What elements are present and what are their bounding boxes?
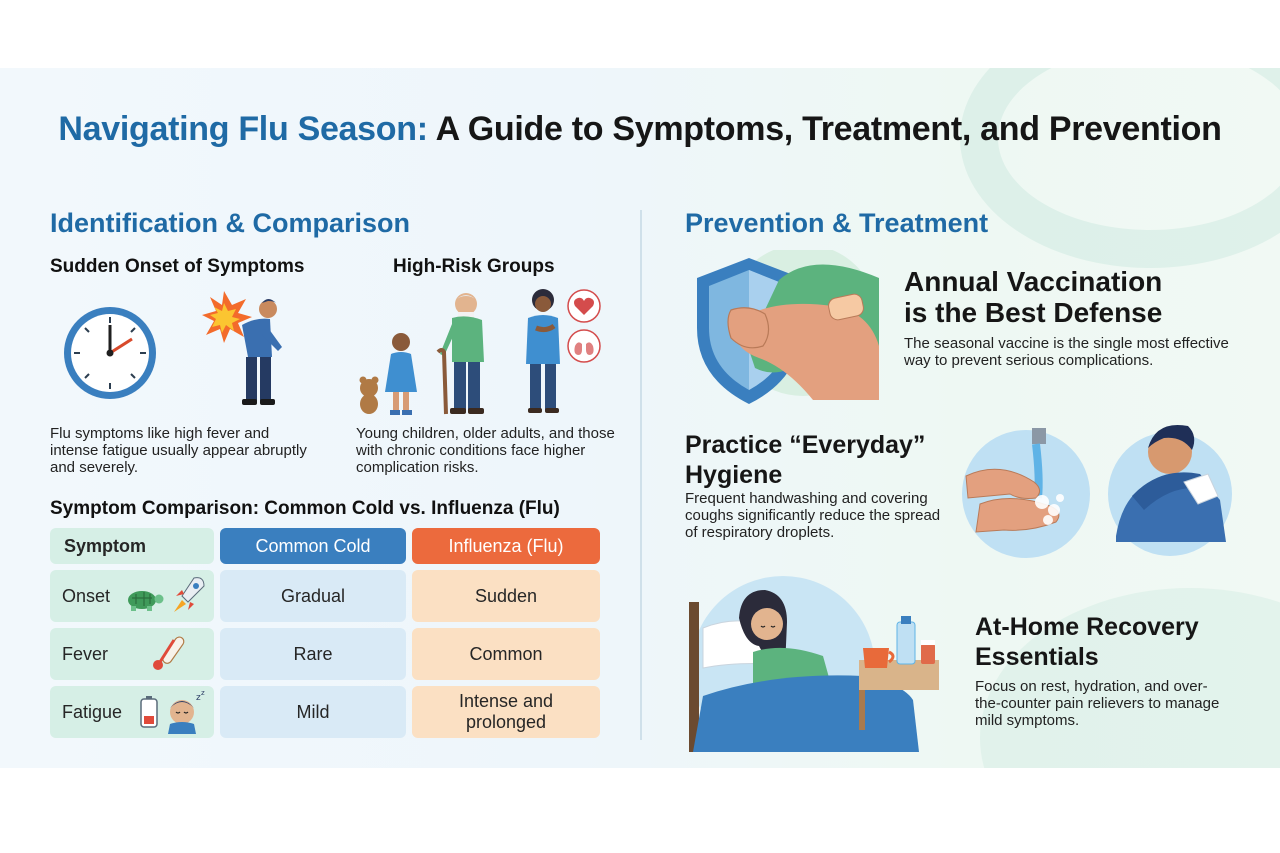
- table-row-symptom-fatigue: [50, 686, 214, 738]
- vaccination-heading-line-1: Annual Vaccination: [904, 266, 1163, 297]
- header-influenza: Influenza (Flu): [412, 528, 600, 564]
- cold-fever-cell: Rare: [220, 628, 406, 680]
- cold-fatigue-cell: Mild: [220, 686, 406, 738]
- sick-woman-in-bed-icon: [683, 572, 948, 752]
- symptom-label: Onset: [62, 585, 111, 606]
- cough-elbow-icon: [1104, 416, 1236, 558]
- sudden-onset-text: Flu symptoms like high fever and intense fatigue usually appear abruptly and severely.: [50, 425, 307, 476]
- decorative-swirl: [960, 68, 1280, 268]
- cold-onset-cell: Gradual: [220, 570, 406, 622]
- table-row-symptom-onset: [50, 570, 214, 622]
- flu-onset-cell: Sudden: [412, 570, 600, 622]
- title-part-1: Navigating Flu Season:: [58, 110, 428, 148]
- vaccine-shield-arm-icon: [683, 250, 883, 410]
- title-part-2: A Guide to Symptoms, Treatment, and Prevention: [435, 110, 1222, 148]
- table-row-symptom-fever: [50, 628, 214, 680]
- back-pain-person-icon: [198, 285, 298, 415]
- lungs-icon: [566, 328, 602, 364]
- child-with-teddy-icon: [355, 330, 425, 418]
- header-symptom: Symptom: [50, 528, 214, 564]
- elderly-man-cane-icon: [432, 290, 502, 418]
- flu-fatigue-cell: Intense and prolonged: [412, 686, 600, 738]
- prevention-section-title: Prevention & Treatment: [685, 208, 989, 238]
- clock-icon: [60, 303, 160, 403]
- vaccination-heading-line-2: is the Best Defense: [904, 297, 1163, 328]
- symptom-label: Fever: [62, 643, 109, 664]
- hygiene-heading-line-1: Practice “Everyday”: [685, 431, 926, 459]
- page-title: [0, 110, 1280, 149]
- hygiene-heading: [685, 430, 925, 490]
- flu-fever-cell: Common: [412, 628, 600, 680]
- recovery-heading: [975, 612, 1199, 672]
- vaccination-text: The seasonal vaccine is the single most effective way to prevent serious complications.: [904, 335, 1229, 369]
- rocket-icon: [172, 574, 208, 616]
- recovery-heading-line-2: Essentials: [975, 643, 1099, 671]
- header-common-cold: Common Cold: [220, 528, 406, 564]
- high-risk-text: Young children, older adults, and those with chronic conditions face higher complication risks.: [356, 425, 615, 476]
- vaccination-heading: [904, 266, 1162, 328]
- comparison-heading: Symptom Comparison: Common Cold vs. Influenza (Flu): [50, 498, 560, 519]
- woman-chronic-condition-icon: [518, 288, 568, 418]
- recovery-heading-line-1: At-Home Recovery: [975, 613, 1199, 641]
- symptom-label: Fatigue: [62, 701, 123, 722]
- identification-section-title: Identification & Comparison: [50, 208, 411, 238]
- svg-text:z: z: [201, 690, 205, 697]
- recovery-text: Focus on rest, hydration, and over-the-counter pain relievers to manage mild symptoms.: [975, 678, 1220, 729]
- turtle-icon: [122, 582, 166, 612]
- heart-icon: [566, 288, 602, 324]
- sleepy-child-icon: [162, 690, 208, 734]
- svg-text:z: z: [196, 693, 201, 703]
- thermometer-icon: [146, 632, 190, 676]
- battery-icon: [140, 696, 158, 728]
- sudden-onset-heading: Sudden Onset of Symptoms: [50, 256, 305, 277]
- handwashing-icon: [960, 428, 1092, 560]
- hygiene-text: Frequent handwashing and covering coughs significantly reduce the spread of respiratory droplets.: [685, 490, 941, 541]
- section-divider: [640, 210, 642, 740]
- symptom-comparison-table: [50, 528, 600, 742]
- high-risk-heading: High-Risk Groups: [393, 256, 555, 277]
- hygiene-heading-line-2: Hygiene: [685, 461, 783, 489]
